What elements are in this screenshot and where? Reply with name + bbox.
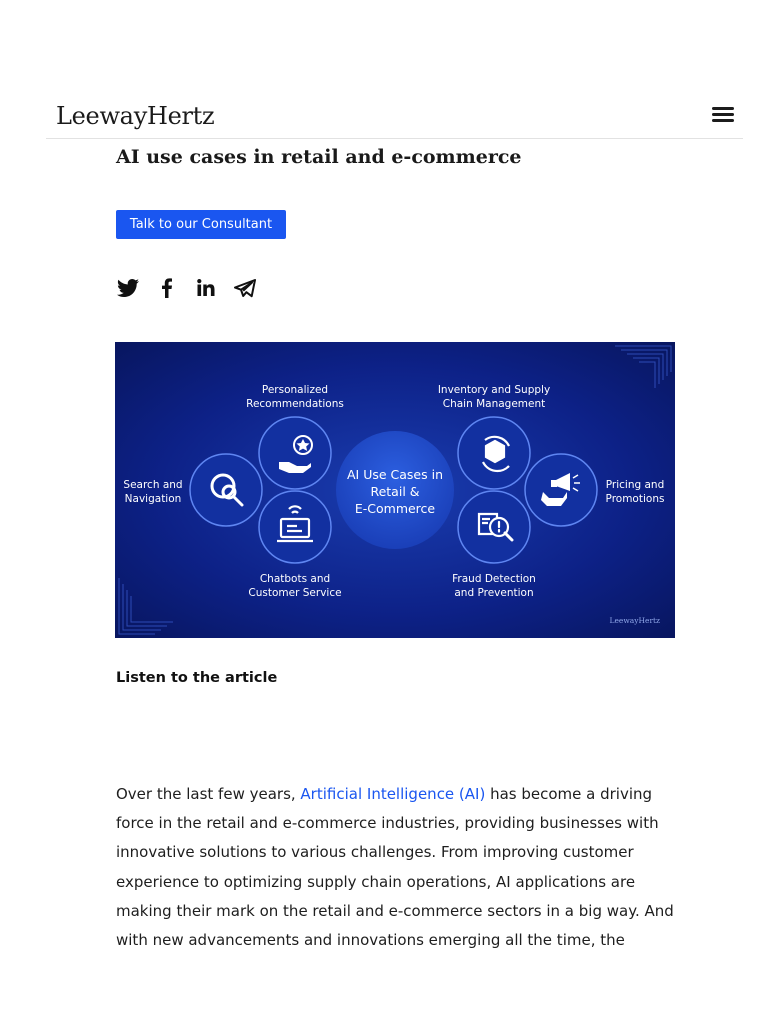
label-search-line1: Search and (123, 479, 183, 491)
search-navigation-node (190, 454, 262, 526)
center-label-line2: Retail & (370, 484, 420, 499)
site-header (46, 88, 743, 139)
site-logo[interactable]: LeewayHertz (56, 102, 215, 130)
hero-infographic (115, 342, 675, 638)
label-fraud-line1: Fraud Detection (452, 573, 536, 585)
label-fraud-line2: and Prevention (454, 587, 534, 599)
chatbots-customer-service-node (259, 491, 331, 563)
linkedin-icon[interactable] (194, 276, 218, 300)
hero-watermark: LeewayHertz (609, 616, 660, 625)
personalized-recommendations-node (259, 417, 331, 489)
facebook-icon[interactable] (155, 276, 179, 300)
article-intro-before: Over the last few years, (116, 785, 301, 803)
social-share-bar (116, 276, 272, 300)
talk-to-consultant-button[interactable]: Talk to our Consultant (116, 210, 286, 239)
label-personalized-line2: Recommendations (246, 398, 344, 410)
label-search-line2: Navigation (124, 493, 182, 505)
label-personalized-line1: Personalized (261, 384, 329, 396)
listen-to-article-label: Listen to the article (116, 670, 278, 686)
center-label-line1: AI Use Cases in (346, 467, 444, 482)
label-inventory-line2: Chain Management (442, 398, 546, 410)
artificial-intelligence-link[interactable]: Artificial Intelligence (AI) (300, 785, 486, 803)
center-label-line3: E-Commerce (354, 501, 436, 516)
twitter-icon[interactable] (116, 276, 140, 300)
hamburger-menu-icon[interactable] (712, 107, 734, 123)
inventory-supply-chain-node (458, 417, 530, 489)
fraud-detection-node (458, 491, 530, 563)
telegram-icon[interactable] (233, 276, 257, 300)
label-chatbots-line1: Chatbots and (259, 573, 331, 585)
page-title: AI use cases in retail and e-commerce (116, 146, 522, 168)
label-pricing-line2: Promotions (605, 493, 665, 505)
article-intro-after: has become a driving force in the retail and e-commerce industries, providing businesses with innovative solutions to various challenges. From improving customer experience to optimizing supply chain operations, AI applications are making their mark on the retail and e-commerce sectors in a big way. And with new advancements and innovations emerging all the time, the (116, 785, 674, 950)
pricing-promotions-node (525, 454, 597, 526)
label-chatbots-line2: Customer Service (248, 587, 342, 599)
label-inventory-line1: Inventory and Supply (437, 384, 551, 396)
article-intro-paragraph (116, 780, 686, 955)
label-pricing-line1: Pricing and (605, 479, 665, 491)
